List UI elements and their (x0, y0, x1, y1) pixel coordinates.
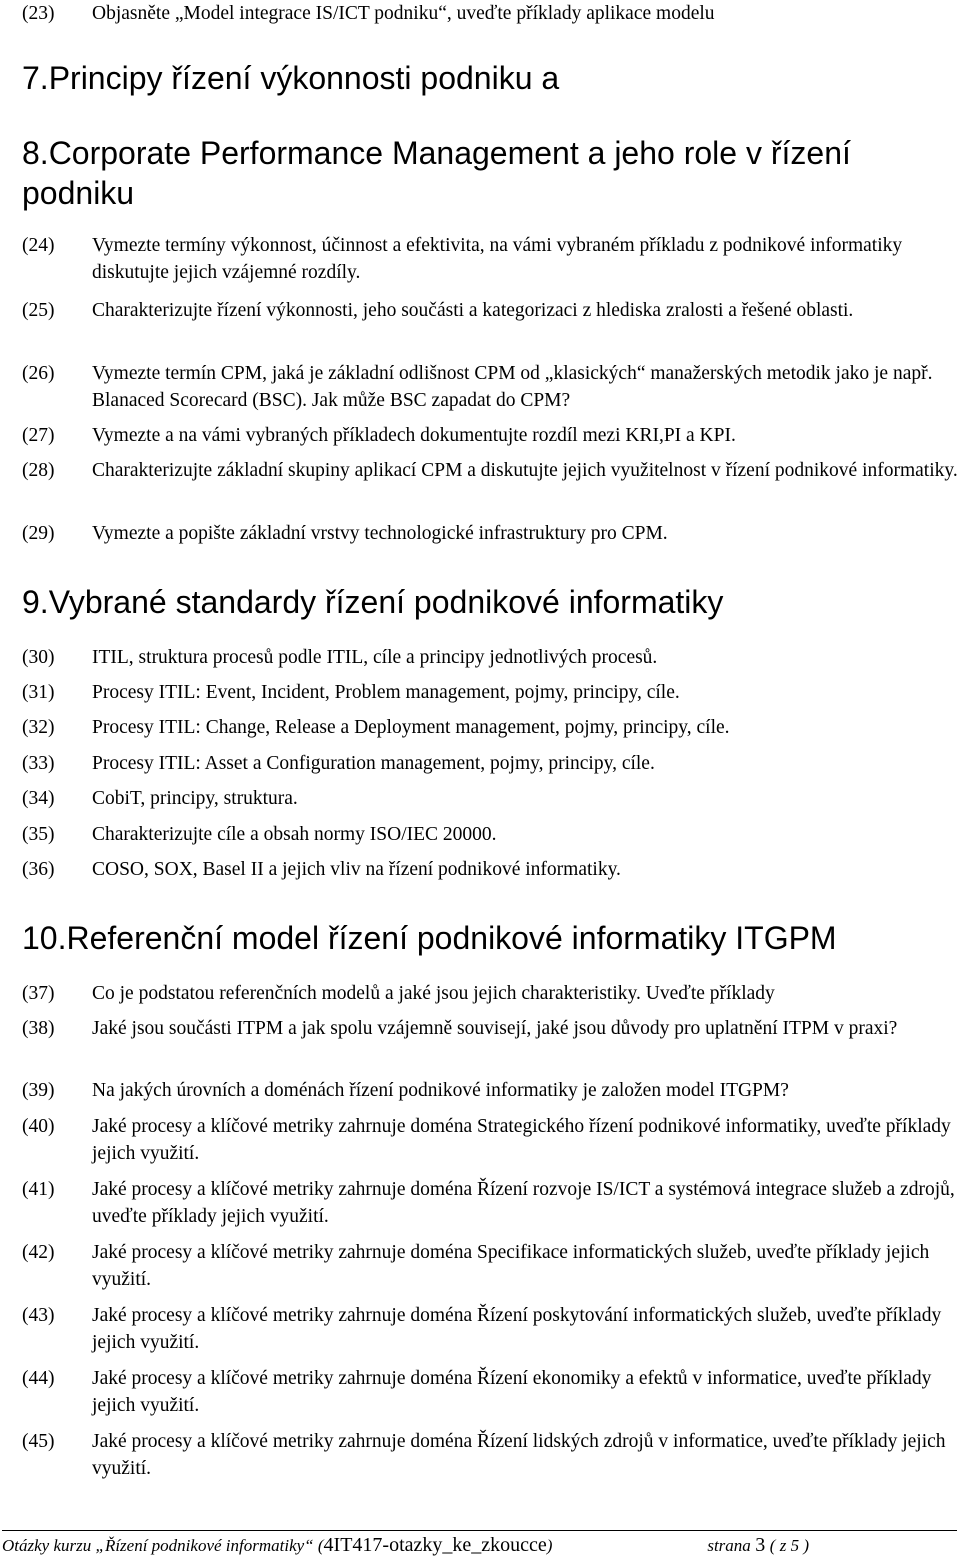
question-text: Charakterizujte řízení výkonnosti, jeho součásti a kategorizaci z hlediska zralosti a řešené oblasti. (92, 300, 854, 321)
question-number: (28) (22, 460, 55, 481)
question-37 (22, 980, 958, 1007)
question-text: Na jakých úrovních a doménách řízení podnikové informatiky je založen model ITGPM? (92, 1080, 789, 1101)
question-text: Jaké procesy a klíčové metriky zahrnuje doména Řízení poskytování informatických služeb, uveďte příklady jejich využití. (92, 1305, 942, 1353)
question-text: CobiT, principy, struktura. (92, 788, 298, 809)
question-number: (34) (22, 788, 55, 809)
question-40 (22, 1113, 958, 1167)
question-number: (38) (22, 1018, 55, 1039)
section-title: Corporate Performance Management a jeho role v řízení podniku (22, 135, 851, 211)
question-number: (41) (22, 1179, 55, 1200)
question-number: (44) (22, 1368, 55, 1389)
question-text: Procesy ITIL: Change, Release a Deployment management, pojmy, principy, cíle. (92, 717, 730, 738)
section-title: Principy řízení výkonnosti podniku a (48, 60, 560, 96)
section-heading-8 (22, 133, 952, 213)
section-number: 10. (22, 920, 67, 956)
question-text: Charakterizujte cíle a obsah normy ISO/IEC 20000. (92, 824, 497, 845)
footer-file-code: 4IT417-otazky_ke_zkoucce (323, 1534, 547, 1556)
question-number: (37) (22, 983, 55, 1004)
question-34 (22, 785, 958, 812)
question-30 (22, 644, 958, 671)
question-number: (25) (22, 300, 55, 321)
question-number: (24) (22, 235, 55, 256)
section-number: 7. (22, 60, 49, 96)
question-number: (32) (22, 717, 55, 738)
question-25 (22, 297, 958, 324)
question-number: (31) (22, 682, 55, 703)
question-39 (22, 1077, 958, 1104)
page-number: 3 (755, 1534, 766, 1556)
question-number: (43) (22, 1305, 55, 1326)
page-footer (2, 1530, 957, 1559)
question-text: Vymezte termíny výkonnost, účinnost a efektivita, na vámi vybraném příkladu z podnikové informatiky diskutujte jejich vzájemné rozdíly. (92, 235, 903, 283)
question-text: Jaké procesy a klíčové metriky zahrnuje doména Řízení rozvoje IS/ICT a systémová integrace služeb a zdrojů, uveďte příklady jejich využití. (92, 1179, 955, 1227)
footer-course-title: Otázky kurzu „Řízení podnikové informatiky“ ( (2, 1536, 324, 1555)
section-heading-9 (22, 582, 723, 622)
question-42 (22, 1239, 958, 1293)
question-28 (22, 457, 958, 484)
question-text: Procesy ITIL: Event, Incident, Problem management, pojmy, principy, cíle. (92, 682, 680, 703)
question-number: (42) (22, 1242, 55, 1263)
question-26 (22, 360, 958, 414)
question-text: Jaké procesy a klíčové metriky zahrnuje doména Strategického řízení podnikové informatiky, uveďte příklady jejich využití. (92, 1116, 951, 1164)
question-text: Vymezte a popište základní vrstvy technologické infrastruktury pro CPM. (92, 523, 668, 544)
question-text: Jaké procesy a klíčové metriky zahrnuje doména Řízení ekonomiky a efektů v informatice, uveďte příklady jejich využití. (92, 1368, 932, 1416)
question-number: (30) (22, 647, 55, 668)
section-heading-7 (22, 58, 559, 98)
question-text: Jaké procesy a klíčové metriky zahrnuje doména Specifikace informatických služeb, uveďte příklady jejich využití. (92, 1242, 930, 1290)
question-text: Co je podstatou referenčních modelů a jaké jsou jejich charakteristiky. Uveďte příklady (92, 983, 775, 1004)
question-31 (22, 679, 958, 706)
question-number: (33) (22, 753, 55, 774)
question-41 (22, 1176, 958, 1230)
section-number: 9. (22, 584, 49, 620)
question-text: Jaké jsou součásti ITPM a jak spolu vzájemně souvisejí, jaké jsou důvody pro uplatnění ITPM v praxi? (92, 1018, 898, 1039)
section-title: Referenční model řízení podnikové informatiky ITGPM (66, 920, 837, 956)
section-heading-10 (22, 918, 837, 958)
section-title: Vybrané standardy řízení podnikové informatiky (48, 584, 724, 620)
footer-closing-paren: ) (546, 1536, 553, 1555)
question-23 (22, 0, 958, 27)
question-45 (22, 1428, 958, 1482)
question-text: ITIL, struktura procesů podle ITIL, cíle a principy jednotlivých procesů. (92, 647, 658, 668)
question-43 (22, 1302, 958, 1356)
question-text: Charakterizujte základní skupiny aplikací CPM a diskutujte jejich využitelnost v řízení podnikové informatiky. (92, 460, 958, 481)
question-27 (22, 422, 958, 449)
question-number: (35) (22, 824, 55, 845)
question-32 (22, 714, 958, 741)
question-38 (22, 1015, 958, 1042)
question-number: (45) (22, 1431, 55, 1452)
question-24 (22, 232, 958, 286)
question-35 (22, 821, 958, 848)
page-label: strana (707, 1536, 751, 1555)
question-33 (22, 750, 958, 777)
question-29 (22, 520, 958, 547)
question-text: Vymezte a na vámi vybraných příkladech dokumentujte rozdíl mezi KRI,PI a KPI. (92, 425, 736, 446)
question-number: (29) (22, 523, 55, 544)
question-text: Objasněte „Model integrace IS/ICT podniku“, uveďte příklady aplikace modelu (92, 3, 715, 24)
question-number: (26) (22, 363, 55, 384)
question-text: Jaké procesy a klíčové metriky zahrnuje doména Řízení lidských zdrojů v informatice, uveďte příklady jejich využití. (92, 1431, 946, 1479)
question-number: (39) (22, 1080, 55, 1101)
question-number: (27) (22, 425, 55, 446)
question-number: (40) (22, 1116, 55, 1137)
page-number-indicator (707, 1531, 809, 1560)
question-44 (22, 1365, 958, 1419)
question-number: (23) (22, 3, 55, 24)
question-text: Procesy ITIL: Asset a Configuration management, pojmy, principy, cíle. (92, 753, 655, 774)
question-36 (22, 856, 958, 883)
question-text: COSO, SOX, Basel II a jejich vliv na řízení podnikové informatiky. (92, 859, 621, 880)
question-text: Vymezte termín CPM, jaká je základní odlišnost CPM od „klasických“ manažerských metodik jako je např. Blanaced Scorecard (BSC). Jak může BSC zapadat do CPM? (92, 363, 933, 411)
page-total: ( z 5 ) (769, 1536, 809, 1555)
section-number: 8. (22, 135, 49, 171)
question-number: (36) (22, 859, 55, 880)
